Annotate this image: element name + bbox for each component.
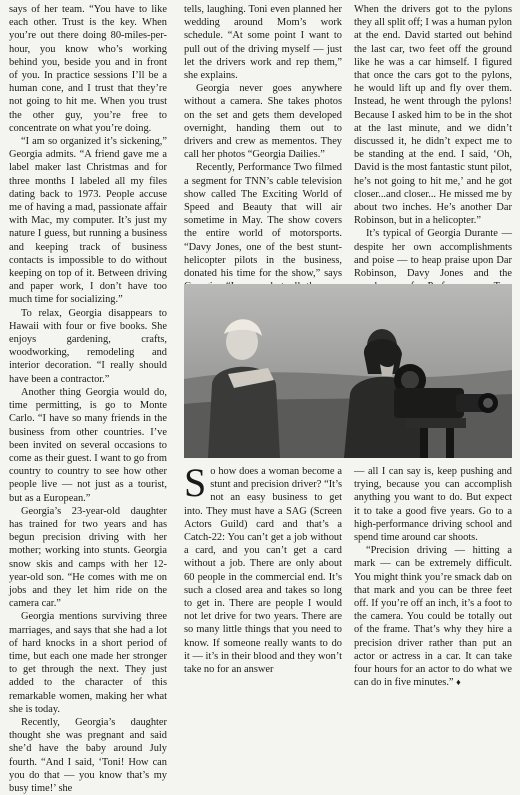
article-photo (184, 284, 512, 458)
paragraph: Georgia’s 23-year-old daughter has trained for two years and has begun precision driving with her mother; working into stunts. Georgia snow skis and camps with her 12-year-old son. “He comes with me on jobs and they let him ride on the camera car.” (9, 505, 167, 610)
paragraph: Recently, Georgia’s daughter thought she was pregnant and said she’d have the baby around July fourth. “And I said, ‘Toni! How can you do that — you know that’s my busy time!’ she (9, 716, 167, 794)
article-column-3 (354, 3, 512, 278)
paragraph-text: o how does a woman become a stunt and precision driver? “It’s not an easy business to get into. They must have a SAG (Screen Actors Guild) card and that’s a Catch-22: You can’t get a job without a card, and you can’t get a card without a job. There are only about 60 people in the commercial end. It’s such a closed area and takes so long to get in. There are people I would not let drive for two years. There are so many little things that you need to know. If someone really wants to do it — it’s in their blood and they won’t take no for an answer (184, 466, 342, 676)
paragraph: tells, laughing. Toni even planned her wedding around Mom’s work schedule. “At some point I want to pull out of the driving myself — just let the drivers work and rep them,” she explains. (184, 4, 342, 82)
paragraph (184, 460, 342, 676)
paragraph: To relax, Georgia disappears to Hawaii with four or five books. She enjoys gardening, crafts, woodworking, remodeling and interior decoration. “I really should have been a contractor.” (9, 307, 167, 385)
article-column-3-lower (354, 465, 512, 689)
end-mark-icon: ♦ (456, 677, 461, 688)
paragraph-text: It’s typical of Georgia Durante — despite her own accomplishments and poise — to heap praise upon Dar Robinson, Davy Jones and the (354, 228, 512, 280)
paragraph (354, 544, 512, 689)
paragraph: When the drivers got to the pylons they all split off; I was a human pylon at the end. David started out behind the last car, two feet off the ground like he was a car himself. I figured that once the cars got to the pylons, he would lift up and fly over them. Instead, he went through the pylons! Because I asked him to be in the shot at the last minute, and we didn’t discussed it, he didn’t expect me to be standing at the end. I said, ‘Oh, David is the most fantastic stunt pilot, he’s not going to hit me,’ and he got closer...and closer... He missed me by about two inches. He’s another Dar Robinson, but in a helicopter.” (354, 4, 512, 227)
paragraph: Georgia mentions surviving three marriages, and says that she had a lot of hard knocks in a short period of time, but each one made her stronger to get through the next. They just added to the character of this remarkable women, making her what she is today. (9, 611, 167, 715)
paragraph: Another thing Georgia would do, time permitting, is go to Monte Carlo. “I have so many friends in the business from other countries. I’ve been invited on several occasions to come as their guest. I want to go from country to country to see how other people live — not just as a tourist, but as a European.” (9, 386, 167, 504)
paragraph: says of her team. “You have to like each other. Trust is the key. When you’re out there doing 80-miles-per-hour, you know who’s working behind you, beside you and in front of you. In practice sessions I’ll be a human cone, and I trust that they’re not going to hit me. When you trust the other guy, you’re free to concentrate on what you’re doing. (9, 4, 167, 134)
paragraph: Georgia never goes anywhere without a camera. She takes photos on the set and gets them developed overnight, handing them out to drivers and crew as mementos. They call her photos “Georgia Dailies.” (184, 83, 342, 161)
paragraph: Recently, Performance Two filmed a segment for TNN’s cable television show called The Exciting World of Speed and Beauty that will air sometime in May. The show covers the entire world of motorsports. “Davy Jones, one of the best stunt-helicopter pilots in the business, donated his time for the show,” says (184, 162, 342, 280)
article-column-2 (184, 3, 342, 278)
article-column-1 (9, 3, 167, 794)
photo-image (184, 284, 512, 458)
paragraph: — all I can say is, keep pushing and trying, because you can accomplish anything you want to do. But expect it to take a good five years. Go to a high-performance driving school and spend time around car shoots. (354, 466, 512, 544)
article-column-2-lower (184, 460, 342, 676)
drop-cap: S (184, 460, 207, 505)
paragraph-text: “Precision driving — hitting a mark — can be extremely difficult. You might think you’re smack dab on that mark and you can be three feet off. If you’re off an inch, it’s a foot to the camera. You could be totally out of the frame. That’s why they hire a precision driver rather than put an actor or actress in a car. It can take four hours for an actor to do what we can do in five minutes.” (354, 545, 512, 689)
paragraph: “I am so organized it’s sickening,” Georgia admits. “A friend gave me a label maker last Christmas and for three months I labeled all my files dating back to 1973. People accuse me of having a mad, passionate affair with Mac, my computer. It’s just my nature I guess, but running a business and keeping track of business contacts is impossible to do without keeping on top of it. Between driving and paper work, I don’t have too much time for socializing.” (9, 136, 167, 306)
